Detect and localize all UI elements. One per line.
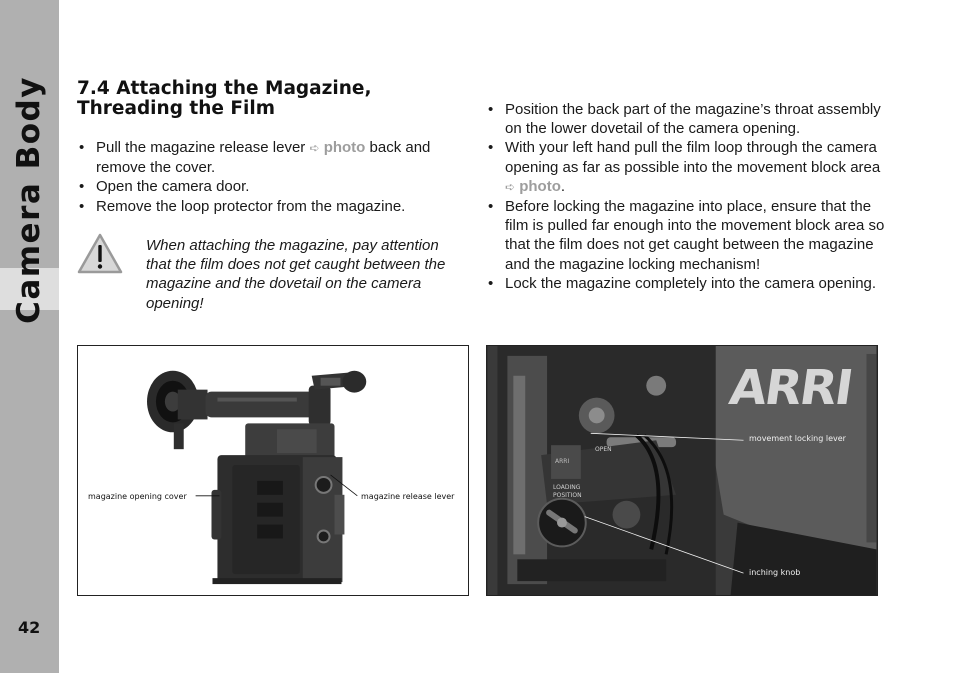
photo-reference[interactable]: photo (519, 177, 561, 195)
position-label: POSITION (553, 492, 582, 499)
callout-magazine-release-lever: magazine release lever (361, 492, 455, 501)
loading-label: LOADING (553, 484, 581, 491)
sidebar (0, 0, 59, 673)
list-item: • Open the camera door. (77, 177, 457, 196)
right-column (486, 100, 886, 293)
camera-interior-photo (486, 345, 878, 596)
list-item: • Lock the magazine completely into the camera opening. (486, 274, 886, 293)
left-column (77, 138, 457, 216)
arrow-icon: ➪ (505, 179, 516, 194)
section-title: 7.4 Attaching the Magazine, Threading the Film (77, 78, 372, 119)
page-number: 42 (18, 618, 41, 637)
callout-movement-locking-lever: movement locking lever (749, 434, 846, 443)
list-item: • Before locking the magazine into place, ensure that the film is pulled far enough into the movement block area so that the film does not get caught between the magazine and the magazine locking mechanism! (486, 197, 886, 274)
arrow-icon: ➪ (309, 141, 320, 155)
list-item: • Remove the loop protector from the magazine. (77, 197, 457, 216)
callout-magazine-opening-cover: magazine opening cover (88, 492, 187, 501)
warning-triangle-icon (77, 233, 123, 275)
brand-label: ARRI (555, 458, 570, 465)
list-item: • Position the back part of the magazine’s throat assembly on the lower dovetail of the camera opening. (486, 100, 886, 138)
open-label: OPEN (595, 446, 612, 453)
chapter-title: Camera Body (11, 76, 47, 324)
warning-text: When attaching the magazine, pay attention that the film does not get caught between the magazine and the dovetail on the camera opening! (146, 237, 446, 312)
list-item: • With your left hand pull the film loop through the camera opening as far as possible into the movement block area ➪ photo. (486, 138, 886, 197)
photo-reference[interactable]: photo (323, 139, 366, 156)
camera-side-photo (77, 345, 469, 596)
callout-inching-knob: inching knob (749, 568, 801, 577)
camera-illustration (78, 346, 468, 595)
list-item: • Pull the magazine release lever ➪ photo back and remove the cover. (77, 138, 457, 177)
arri-logo: ARRI (726, 360, 855, 416)
warning-note (77, 233, 457, 315)
